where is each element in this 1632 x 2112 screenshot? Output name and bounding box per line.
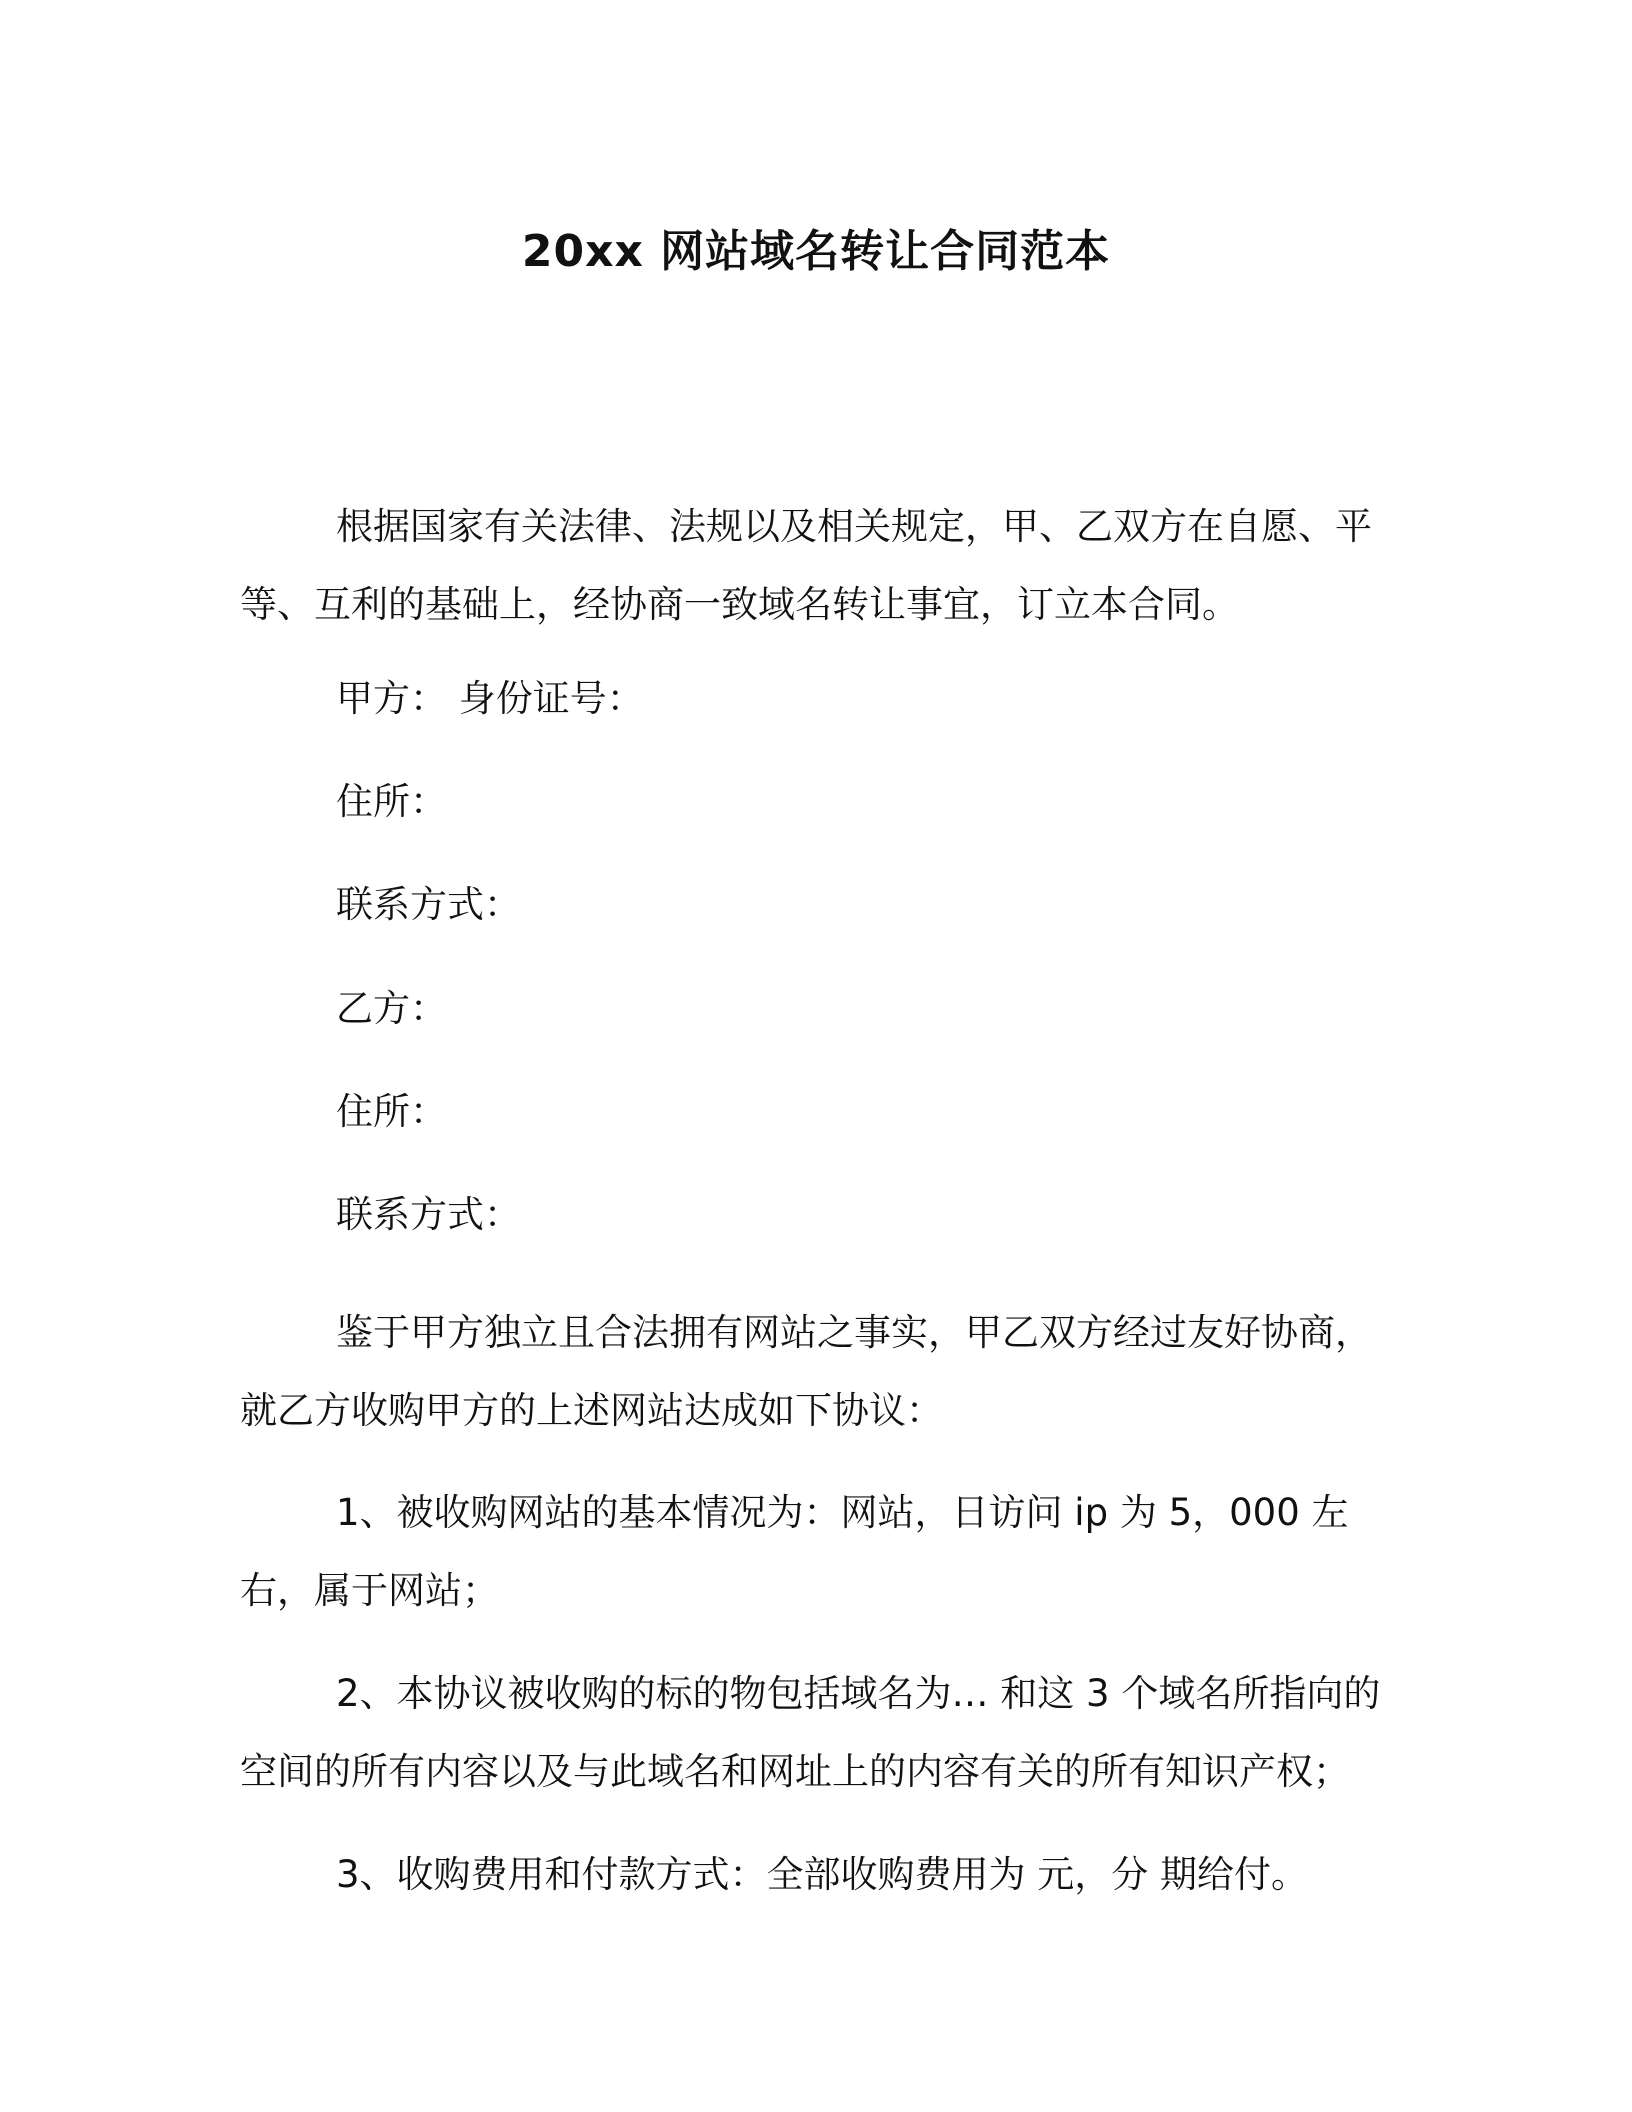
document-title: 20xx 网站域名转让合同范本	[521, 226, 1111, 277]
party-b-address: 住所：	[336, 1090, 447, 1133]
whereas-paragraph: 鉴于甲方独立且合法拥有网站之事实，甲乙双方经过友好协商，就乙方收购甲方的上述网站达成如下协议：	[240, 1311, 1372, 1432]
party-b-contact: 联系方式：	[336, 1193, 521, 1236]
clause-1-paragraph: 1、被收购网站的基本情况为：网站，日访问 ip 为 5，000 左右，属于网站；	[240, 1491, 1349, 1612]
party-a-address: 住所：	[336, 780, 447, 823]
intro-paragraph: 根据国家有关法律、法规以及相关规定，甲、乙双方在自愿、平等、互利的基础上，经协商一致域名转让事宜，订立本合同。	[240, 505, 1372, 626]
party-a-contact: 联系方式：	[336, 883, 521, 926]
party-b-line: 乙方：	[336, 987, 447, 1030]
clause-3-paragraph: 3、收购费用和付款方式：全部收购费用为 元，分 期给付。	[336, 1853, 1309, 1896]
clause-2-paragraph: 2、本协议被收购的标的物包括域名为… 和这 3 个域名所指向的空间的所有内容以及与此域名和网址上的内容有关的所有知识产权；	[240, 1672, 1381, 1793]
party-a-line: 甲方： 身份证号：	[336, 677, 644, 720]
